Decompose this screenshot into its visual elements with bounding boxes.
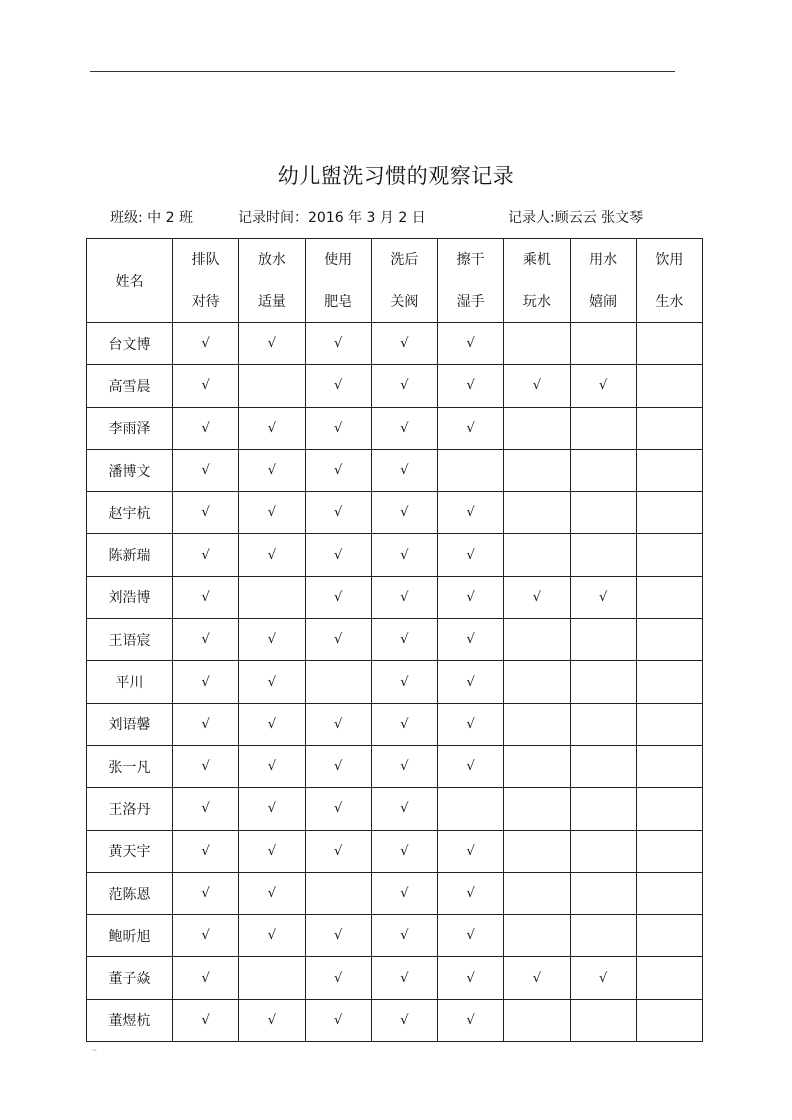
check-cell — [636, 407, 702, 449]
table-body — [87, 323, 703, 1042]
column-header — [239, 239, 305, 323]
check-cell: √ — [438, 576, 504, 618]
check-cell: √ — [371, 449, 437, 491]
check-cell: √ — [438, 915, 504, 957]
check-cell: √ — [371, 365, 437, 407]
child-name: 范陈恩 — [87, 872, 173, 914]
check-cell: √ — [173, 576, 239, 618]
check-cell: √ — [173, 788, 239, 830]
child-name: 台文博 — [87, 323, 173, 365]
check-cell — [305, 661, 371, 703]
check-cell — [636, 703, 702, 745]
check-cell: √ — [371, 492, 437, 534]
column-header-line1: 擦干 — [456, 251, 485, 268]
column-header — [438, 239, 504, 323]
check-cell: √ — [504, 957, 570, 999]
check-cell: √ — [305, 788, 371, 830]
column-header-line1: 排队 — [191, 251, 220, 268]
child-name: 董子焱 — [87, 957, 173, 999]
check-cell — [438, 788, 504, 830]
check-cell — [570, 745, 636, 787]
column-header-line2: 适量 — [257, 293, 286, 310]
table-row — [87, 745, 703, 787]
table-row — [87, 915, 703, 957]
check-cell: √ — [438, 745, 504, 787]
child-name: 黄天宇 — [87, 830, 173, 872]
header-row — [87, 239, 703, 323]
check-cell — [504, 915, 570, 957]
table-row — [87, 957, 703, 999]
check-cell — [636, 449, 702, 491]
table-row — [87, 999, 703, 1041]
check-cell — [504, 534, 570, 576]
child-name: 王语宸 — [87, 619, 173, 661]
check-cell: √ — [305, 407, 371, 449]
check-cell: √ — [173, 745, 239, 787]
child-name: 刘浩博 — [87, 576, 173, 618]
check-cell — [636, 872, 702, 914]
check-cell — [636, 323, 702, 365]
table-row — [87, 492, 703, 534]
check-cell: √ — [371, 407, 437, 449]
check-cell: √ — [438, 323, 504, 365]
record-date: 记录时间：2016 年 3 月 2 日 — [238, 210, 426, 226]
check-cell — [636, 619, 702, 661]
check-cell: √ — [438, 534, 504, 576]
check-cell — [570, 492, 636, 534]
check-cell — [636, 788, 702, 830]
check-cell: √ — [239, 492, 305, 534]
check-cell — [504, 619, 570, 661]
check-cell — [636, 492, 702, 534]
check-cell: √ — [371, 788, 437, 830]
check-cell — [504, 872, 570, 914]
check-cell: √ — [173, 661, 239, 703]
check-cell: √ — [371, 872, 437, 914]
check-cell — [570, 449, 636, 491]
column-header-line2: 嬉闹 — [589, 293, 618, 310]
child-name: 高雪晨 — [87, 365, 173, 407]
check-cell: √ — [239, 703, 305, 745]
table-row — [87, 788, 703, 830]
check-cell: √ — [305, 576, 371, 618]
check-cell — [504, 830, 570, 872]
check-cell: √ — [504, 365, 570, 407]
check-cell: √ — [239, 534, 305, 576]
check-cell: √ — [438, 703, 504, 745]
column-header-line2: 玩水 — [522, 293, 551, 310]
check-cell — [570, 703, 636, 745]
check-cell — [239, 365, 305, 407]
table-row — [87, 449, 703, 491]
check-cell: √ — [305, 745, 371, 787]
check-cell: √ — [173, 534, 239, 576]
child-name: 刘语馨 — [87, 703, 173, 745]
check-cell: √ — [173, 619, 239, 661]
table-row — [87, 407, 703, 449]
check-cell — [570, 999, 636, 1041]
column-header-line2: 生水 — [655, 293, 684, 310]
child-name: 董煜杭 — [87, 999, 173, 1041]
check-cell: √ — [438, 365, 504, 407]
check-cell: √ — [173, 407, 239, 449]
column-header-line1: 使用 — [324, 251, 353, 268]
column-header — [305, 239, 371, 323]
child-name: 陈新瑞 — [87, 534, 173, 576]
check-cell: √ — [438, 830, 504, 872]
column-header — [570, 239, 636, 323]
column-header-line2: 对待 — [191, 293, 220, 310]
check-cell: √ — [173, 492, 239, 534]
table-header — [87, 239, 703, 323]
check-cell — [570, 788, 636, 830]
check-cell — [504, 703, 570, 745]
check-cell: √ — [438, 619, 504, 661]
check-cell — [636, 365, 702, 407]
check-cell: √ — [371, 619, 437, 661]
recorder-names: 记录人:顾云云 张文琴 — [508, 210, 644, 226]
check-cell — [504, 449, 570, 491]
document-title: 幼儿盥洗习惯的观察记录 — [277, 164, 515, 188]
check-cell — [570, 323, 636, 365]
column-header-line2: 湿手 — [456, 293, 485, 310]
check-cell: √ — [305, 999, 371, 1041]
check-cell: √ — [239, 830, 305, 872]
child-name: 张一凡 — [87, 745, 173, 787]
check-cell — [239, 957, 305, 999]
child-name: 王洛丹 — [87, 788, 173, 830]
check-cell — [504, 407, 570, 449]
class-label: 班级: 中 2 班 — [110, 210, 193, 226]
table-row — [87, 619, 703, 661]
check-cell: √ — [438, 492, 504, 534]
column-header-line1: 乘机 — [522, 251, 551, 268]
check-cell: √ — [438, 957, 504, 999]
check-cell: √ — [239, 407, 305, 449]
table-row — [87, 576, 703, 618]
check-cell: √ — [371, 830, 437, 872]
column-header-line1: 饮用 — [655, 251, 684, 268]
check-cell: √ — [305, 365, 371, 407]
name-column-header: 姓名 — [87, 239, 173, 323]
column-header-line2: 关阀 — [390, 293, 419, 310]
check-cell — [570, 661, 636, 703]
check-cell: √ — [239, 915, 305, 957]
check-cell: √ — [305, 619, 371, 661]
check-cell: √ — [371, 999, 437, 1041]
table-row — [87, 323, 703, 365]
check-cell — [636, 534, 702, 576]
check-cell: √ — [305, 915, 371, 957]
table-row — [87, 661, 703, 703]
header-rule — [90, 71, 675, 72]
check-cell: √ — [173, 449, 239, 491]
check-cell: √ — [173, 323, 239, 365]
column-header-line2: 肥皂 — [324, 293, 353, 310]
check-cell: √ — [173, 915, 239, 957]
column-header-line1: 洗后 — [390, 251, 419, 268]
check-cell: √ — [305, 703, 371, 745]
table-row — [87, 365, 703, 407]
child-name: 鲍昕旭 — [87, 915, 173, 957]
check-cell: √ — [438, 661, 504, 703]
check-cell — [305, 872, 371, 914]
check-cell: √ — [504, 576, 570, 618]
check-cell — [570, 872, 636, 914]
check-cell: √ — [239, 323, 305, 365]
check-cell: √ — [239, 449, 305, 491]
check-cell — [504, 492, 570, 534]
check-cell: √ — [239, 745, 305, 787]
child-name: 平川 — [87, 661, 173, 703]
child-name: 赵宇杭 — [87, 492, 173, 534]
child-name: 潘博文 — [87, 449, 173, 491]
check-cell: √ — [173, 830, 239, 872]
check-cell — [636, 915, 702, 957]
table-row — [87, 534, 703, 576]
page-footnote: ·· — [92, 1046, 98, 1055]
check-cell: √ — [371, 915, 437, 957]
column-header-line1: 放水 — [257, 251, 286, 268]
check-cell — [636, 830, 702, 872]
check-cell — [636, 661, 702, 703]
check-cell: √ — [305, 830, 371, 872]
check-cell: √ — [173, 999, 239, 1041]
check-cell: √ — [371, 534, 437, 576]
check-cell: √ — [371, 957, 437, 999]
column-header — [173, 239, 239, 323]
check-cell — [636, 999, 702, 1041]
check-cell: √ — [305, 534, 371, 576]
check-cell: √ — [570, 957, 636, 999]
check-cell: √ — [371, 703, 437, 745]
check-cell — [570, 534, 636, 576]
check-cell: √ — [570, 365, 636, 407]
check-cell: √ — [305, 492, 371, 534]
check-cell: √ — [239, 661, 305, 703]
check-cell: √ — [173, 365, 239, 407]
table-row — [87, 872, 703, 914]
check-cell — [504, 999, 570, 1041]
check-cell — [570, 915, 636, 957]
observation-table — [86, 238, 703, 1042]
check-cell — [504, 323, 570, 365]
check-cell: √ — [239, 999, 305, 1041]
check-cell — [504, 745, 570, 787]
check-cell — [570, 407, 636, 449]
check-cell: √ — [371, 661, 437, 703]
check-cell — [570, 830, 636, 872]
check-cell: √ — [173, 957, 239, 999]
check-cell: √ — [305, 957, 371, 999]
check-cell: √ — [239, 619, 305, 661]
check-cell: √ — [371, 745, 437, 787]
check-cell — [636, 576, 702, 618]
check-cell: √ — [438, 407, 504, 449]
check-cell — [504, 788, 570, 830]
check-cell — [636, 957, 702, 999]
check-cell — [504, 661, 570, 703]
column-header — [371, 239, 437, 323]
table-row — [87, 703, 703, 745]
check-cell: √ — [239, 788, 305, 830]
check-cell: √ — [305, 449, 371, 491]
child-name: 李雨泽 — [87, 407, 173, 449]
column-header — [504, 239, 570, 323]
check-cell — [570, 619, 636, 661]
check-cell — [636, 745, 702, 787]
check-cell: √ — [570, 576, 636, 618]
check-cell: √ — [371, 323, 437, 365]
table-row — [87, 830, 703, 872]
check-cell — [438, 449, 504, 491]
check-cell: √ — [438, 999, 504, 1041]
record-meta — [0, 207, 792, 229]
column-header-line1: 用水 — [589, 251, 618, 268]
column-header — [636, 239, 702, 323]
check-cell: √ — [305, 323, 371, 365]
check-cell: √ — [438, 872, 504, 914]
check-cell: √ — [239, 872, 305, 914]
check-cell: √ — [173, 703, 239, 745]
check-cell: √ — [371, 576, 437, 618]
check-cell — [239, 576, 305, 618]
check-cell: √ — [173, 872, 239, 914]
